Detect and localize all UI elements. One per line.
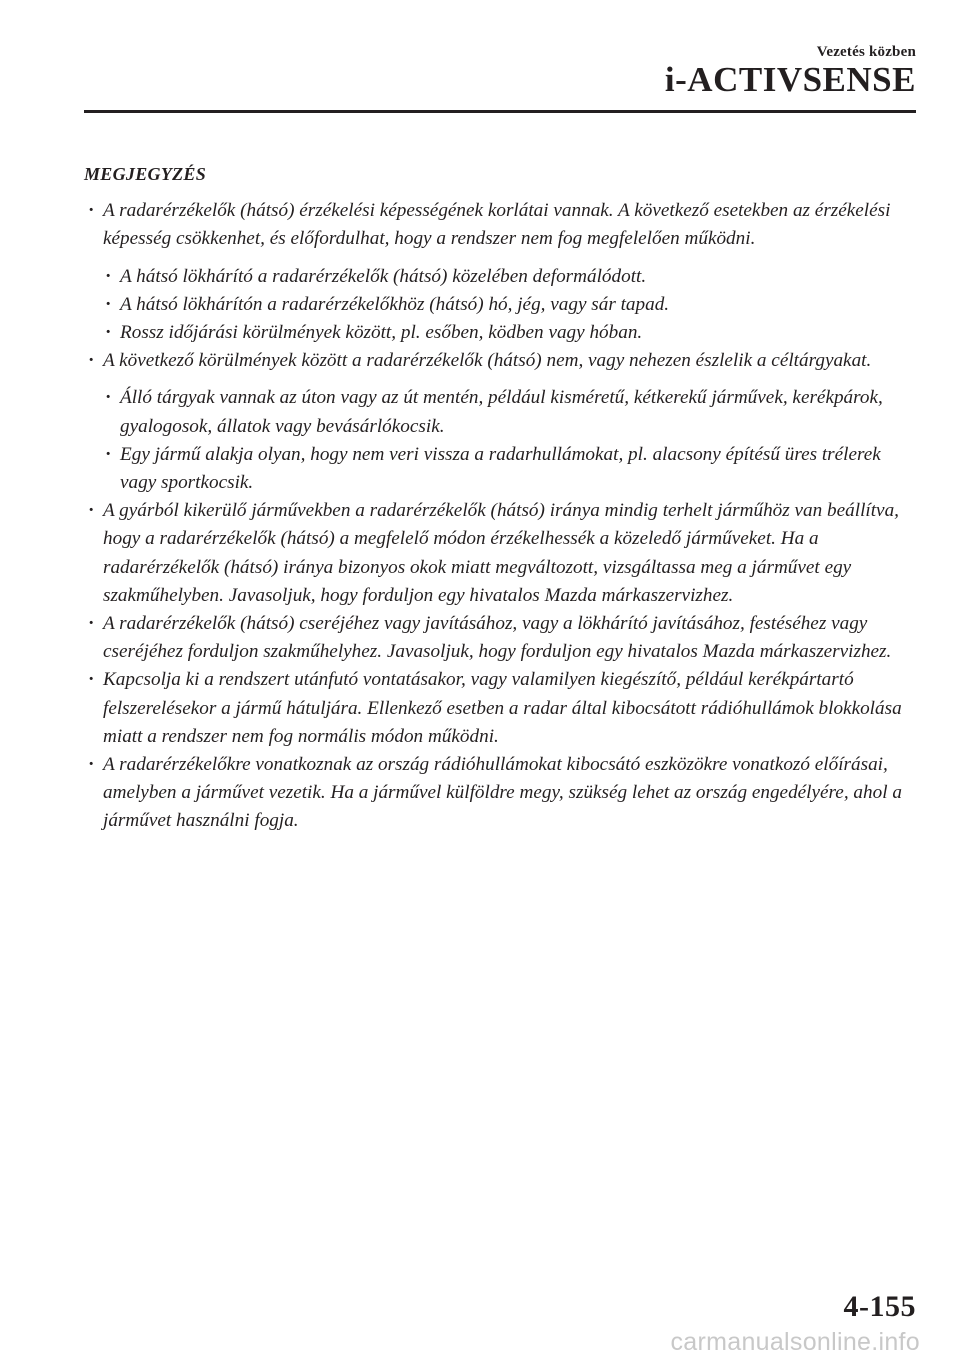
header-divider bbox=[84, 110, 916, 113]
note-item: · A következő körülmények között a radarérzékelők (hátsó) nem, vagy nehezen észlelik a céltárgyakat. bbox=[84, 347, 919, 375]
note-block bbox=[84, 160, 919, 836]
sub-list bbox=[84, 263, 919, 348]
sub-item: · Egy jármű alakja olyan, hogy nem veri vissza a radarhullámokat, pl. alacsony építésű üres trélerek vagy sportkocsik. bbox=[84, 441, 919, 497]
section-name: Vezetés közben bbox=[816, 44, 916, 60]
note-item: · A radarérzékelők (hátsó) érzékelési képességének korlátai vannak. A következő esetekben az érzékelési képesség csökkenhet, és előfordulhat, hogy a rendszer nem fog megfelelően működni. bbox=[84, 197, 919, 253]
sub-item: · A hátsó lökhárítón a radarérzékelőkhöz (hátsó) hó, jég, vagy sár tapad. bbox=[84, 291, 919, 319]
note-heading: MEGJEGYZÉS bbox=[84, 164, 207, 184]
sub-item: · Álló tárgyak vannak az úton vagy az út mentén, például kisméretű, kétkerekű járművek, kerékpárok, gyalogosok, állatok vagy bevásárlókocsik. bbox=[84, 384, 919, 440]
sub-list bbox=[84, 384, 919, 497]
page-number: 4-155 bbox=[843, 1290, 916, 1323]
watermark: carmanualsonline.info bbox=[670, 1328, 920, 1356]
sub-item: · A hátsó lökhárító a radarérzékelők (hátsó) közelében deformálódott. bbox=[84, 263, 919, 291]
note-item: · Kapcsolja ki a rendszert utánfutó vontatásakor, vagy valamilyen kiegészítő, például kerékpártartó felszerelésekor a jármű hátuljára. Ellenkező esetben a radar által kibocsátott rádióhullámok blokkolása miatt a rendszer nem fog normális módon működni. bbox=[84, 666, 919, 751]
chapter-title: i-ACTIVSENSE bbox=[664, 60, 916, 99]
sub-item: · Rossz időjárási körülmények között, pl. esőben, ködben vagy hóban. bbox=[84, 319, 919, 347]
note-item: · A radarérzékelőkre vonatkoznak az ország rádióhullámokat kibocsátó eszközökre vonatkozó előírásai, amelyben a járművet vezetik. Ha a járművel külföldre megy, szükség lehet az ország engedélyére, ahol a járművet használni fogja. bbox=[84, 751, 919, 836]
note-item: · A gyárból kikerülő járművekben a radarérzékelők (hátsó) iránya mindig terhelt járműhöz van beállítva, hogy a radarérzékelők (hátsó) a megfelelő módon érzékelhessék a közeledő járműveket. Ha a radarérzékelők (hátsó) iránya bizonyos okok miatt megváltozott, vizsgáltassa meg a járművet egy szakműhelyben. Javasoljuk, hogy forduljon egy hivatalos Mazda márkaszervizhez. bbox=[84, 497, 919, 610]
note-item: · A radarérzékelők (hátsó) cseréjéhez vagy javításához, vagy a lökhárító javításához, festéséhez vagy cseréjéhez forduljon szakműhelyhez. Javasoljuk, hogy forduljon egy hivatalos Mazda márkaszervizhez. bbox=[84, 610, 919, 666]
